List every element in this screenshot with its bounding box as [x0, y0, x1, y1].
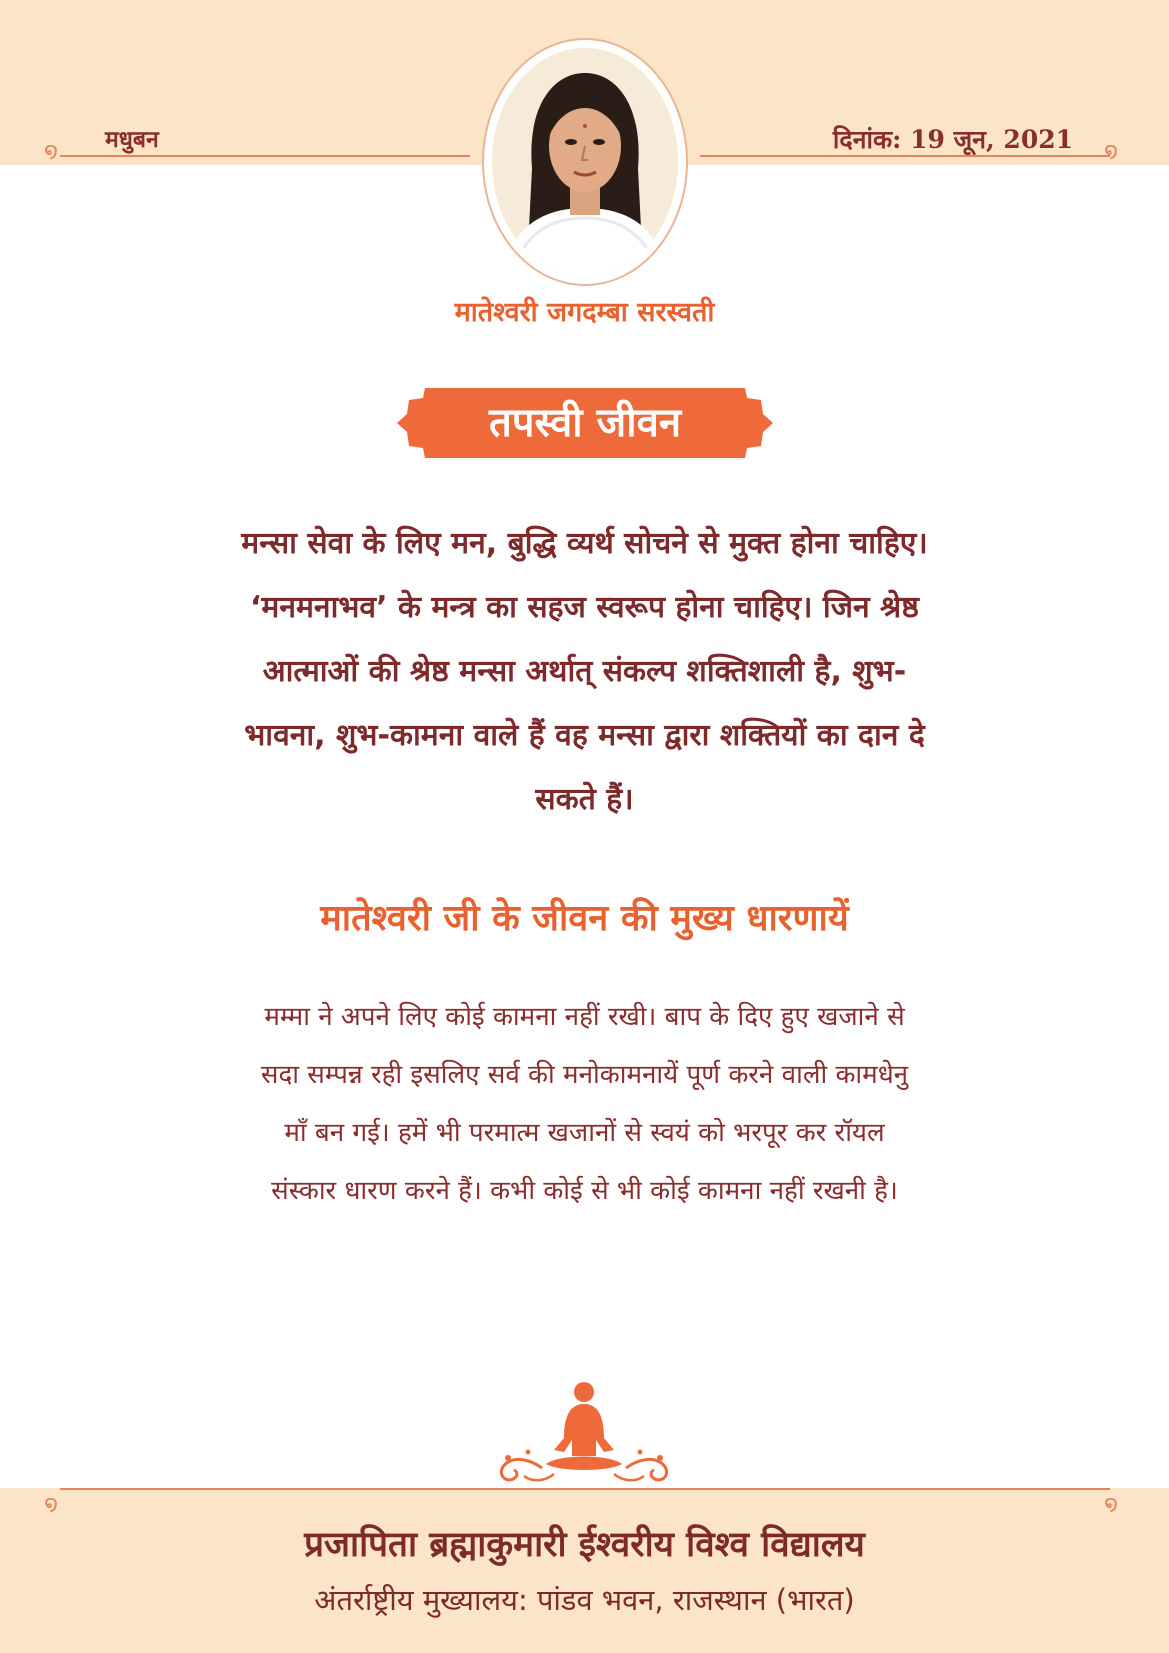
- organization-name: प्रजापिता ब्रह्माकुमारी ईश्वरीय विश्व विद्यालय: [304, 1525, 865, 1565]
- person-name: मातेश्वरी जगदम्बा सरस्वती: [454, 297, 715, 328]
- portrait-image: [492, 48, 678, 276]
- swirl-ornament-icon: ໑: [44, 1492, 59, 1517]
- header-rule-left: [60, 155, 470, 157]
- swirl-ornament-icon: ໑: [1104, 1492, 1119, 1517]
- portrait-frame: [484, 40, 686, 284]
- meditating-figure-icon: [484, 1378, 684, 1488]
- date-label: दिनांक: 19 जून, 2021: [832, 125, 1073, 154]
- swirl-ornament-icon: ໑: [44, 139, 59, 164]
- swirl-ornament-icon: ໑: [1104, 139, 1119, 164]
- footer-band: [0, 1488, 1169, 1653]
- section-heading: मातेश्वरी जी के जीवन की मुख्य धारणायें: [320, 898, 849, 939]
- footer-rule: [60, 1488, 1110, 1490]
- paragraph-main: मन्सा सेवा के लिए मन, बुद्धि व्यर्थ सोचने से मुक्त होना चाहिए। ‘मनमनाभव’ के मन्त्र का सहज स्वरूप होना चाहिए। जिन श्रेष्ठ आत्माओं की श्रेष्ठ मन्सा अर्थात् संकल्प शक्तिशाली है, शुभ-भावना, शुभ-कामना वाले हैं वह मन्सा द्वारा शक्तियों का दान दे सकते हैं।: [241, 526, 928, 817]
- headquarters-address: अंतर्राष्ट्रीय मुख्यालय: पांडव भवन, राजस्थान (भारत): [314, 1583, 855, 1617]
- place-label: मधुबन: [105, 127, 159, 153]
- paragraph-secondary: मम्मा ने अपने लिए कोई कामना नहीं रखी। बाप के दिए हुए खजाने से सदा सम्पन्न रही इसलिए सर्व की मनोकामनायें पूर्ण करने वाली कामधेनु माँ बन गई। हमें भी परमात्म खजानों से स्वयं को भरपूर कर रॉयल संस्कार धारण करने हैं। कभी कोई से भी कोई कामना नहीं रखनी है।: [260, 1002, 909, 1206]
- banner-title: तपस्वी जीवन: [488, 400, 682, 446]
